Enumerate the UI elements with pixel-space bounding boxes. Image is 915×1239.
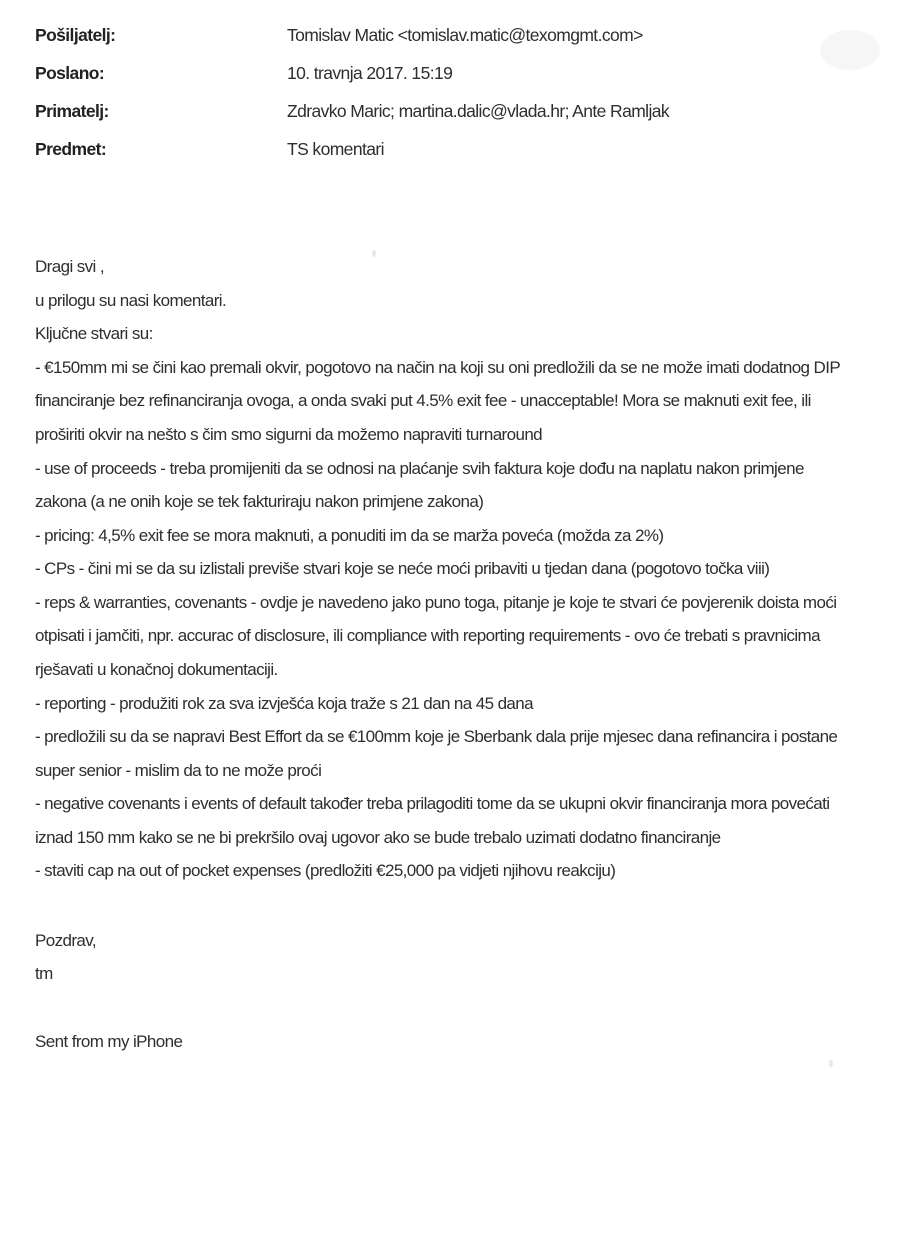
- sent-value: 10. travnja 2017. 15:19: [287, 63, 453, 83]
- subject-label: Predmet:: [35, 139, 107, 159]
- body-line: Dragi svi ,: [35, 257, 104, 276]
- scan-speck: [372, 250, 376, 257]
- body-line: - predložili su da se napravi Best Effort da se €100mm koje je Sberbank dala prije mjesec dana refinancira i postane: [35, 727, 838, 746]
- body-line: - pricing: 4,5% exit fee se mora maknuti, a ponuditi im da se marža poveća (možda za 2%): [35, 526, 664, 545]
- to-value: Zdravko Maric; martina.dalic@vlada.hr; Ante Ramljak: [287, 101, 670, 121]
- body-line: - reporting - produžiti rok za sva izvješća koja traže s 21 dan na 45 dana: [35, 694, 533, 713]
- body-line: proširiti okvir na nešto s čim smo sigurni da možemo napraviti turnaround: [35, 425, 543, 444]
- body-line: - €150mm mi se čini kao premali okvir, pogotovo na način na koji su oni predložili da se ne može imati dodatnog DIP: [35, 358, 841, 377]
- body-line: iznad 150 mm kako se ne bi prekršilo ovaj ugovor ako se bude trebalo uzimati dodatno financiranje: [35, 828, 721, 847]
- from-value: Tomislav Matic <tomislav.matic@texomgmt.com>: [287, 25, 643, 45]
- body-line: - reps & warranties, covenants - ovdje je navedeno jako puno toga, pitanje je koje te stvari će povjerenik doista moći: [35, 593, 837, 612]
- body-line: - use of proceeds - treba promijeniti da se odnosi na plaćanje svih faktura koje dođu na naplatu nakon primjene: [35, 459, 804, 478]
- body-line: zakona (a ne onih koje se tek fakturiraju nakon primjene zakona): [35, 492, 484, 511]
- closing-text: Pozdrav,: [35, 931, 97, 950]
- body-line: financiranje bez refinanciranja ovoga, a onda svaki put 4.5% exit fee - unacceptable! Mora se maknuti exit fee, ili: [35, 391, 811, 410]
- body-line: - negative covenants i events of default također treba prilagoditi tome da se ukupni okvir financiranja mora povećati: [35, 794, 830, 813]
- body-line: otpisati i jamčiti, npr. accurac of disclosure, ili compliance with reporting requirements - ovo će trebati s pravnicima: [35, 626, 820, 645]
- from-label: Pošiljatelj:: [35, 25, 116, 45]
- body-line: rješavati u konačnoj dokumentaciji.: [35, 660, 278, 679]
- sent-label: Poslano:: [35, 63, 105, 83]
- signature-text: tm: [35, 964, 53, 983]
- scan-smudge: [820, 30, 880, 70]
- subject-value: TS komentari: [287, 139, 384, 159]
- body-line: Ključne stvari su:: [35, 324, 153, 343]
- body-line: u prilogu su nasi komentari.: [35, 291, 227, 310]
- footer-text: Sent from my iPhone: [35, 1032, 183, 1051]
- body-line: super senior - mislim da to ne može proći: [35, 761, 322, 780]
- body-line: - CPs - čini mi se da su izlistali previše stvari koje se neće moći pribaviti u tjedan dana (pogotovo točka viii): [35, 559, 770, 578]
- to-label: Primatelj:: [35, 101, 109, 121]
- body-line: - staviti cap na out of pocket expenses (predložiti €25,000 pa vidjeti njihovu reakciju): [35, 861, 616, 880]
- scan-speck: [829, 1060, 833, 1067]
